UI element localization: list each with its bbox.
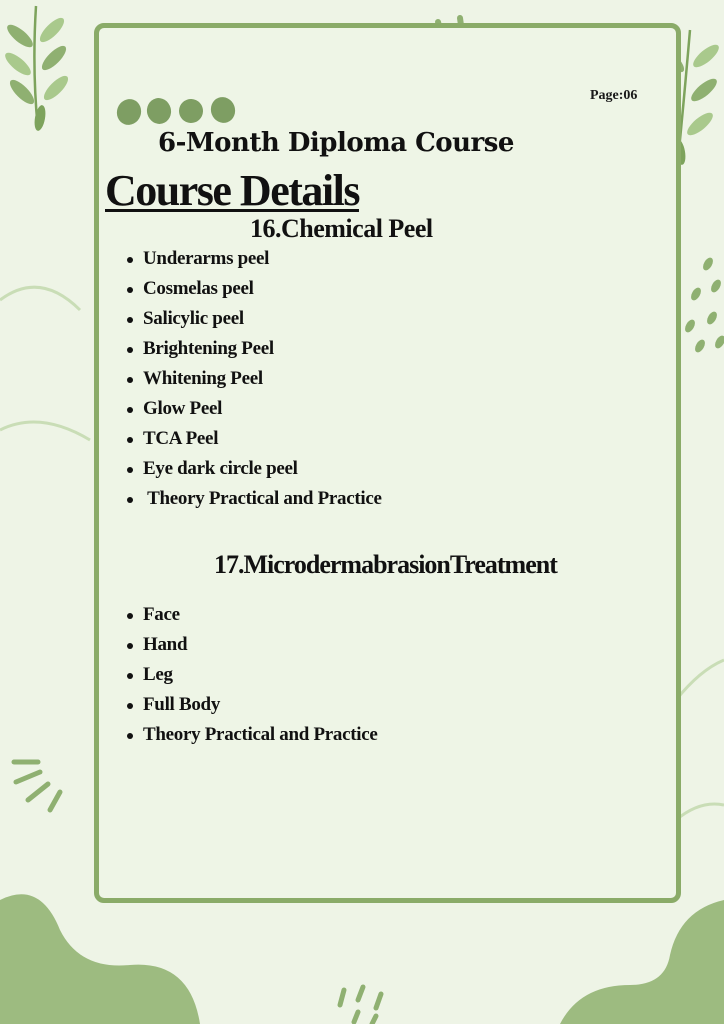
list-item: TCA Peel — [143, 428, 382, 458]
list-item: Brightening Peel — [143, 338, 382, 368]
list-item: Glow Peel — [143, 398, 382, 428]
list-item: Whitening Peel — [143, 368, 382, 398]
list-item: Hand — [143, 634, 378, 664]
decorative-dots — [115, 96, 240, 128]
list-item: Full Body — [143, 694, 378, 724]
list-item: Leg — [143, 664, 378, 694]
list-item: Underarms peel — [143, 248, 382, 278]
page-title: Course Details — [105, 166, 359, 215]
page-number: Page:06 — [590, 88, 638, 103]
course-subtitle: 6-Month Diploma Course — [158, 128, 514, 158]
chemical-peel-list — [118, 248, 382, 518]
list-item: Face — [143, 604, 378, 634]
list-item: Cosmelas peel — [143, 278, 382, 308]
list-item: Salicylic peel — [143, 308, 382, 338]
section-title-chemical-peel: 16.Chemical Peel — [250, 214, 433, 243]
microdermabrasion-list — [118, 604, 378, 754]
list-item: Theory Practical and Practice — [143, 724, 378, 754]
list-item: Eye dark circle peel — [143, 458, 382, 488]
list-item: Theory Practical and Practice — [143, 488, 382, 518]
section-title-microdermabrasion: 17.MicrodermabrasionTreatment — [214, 550, 557, 579]
